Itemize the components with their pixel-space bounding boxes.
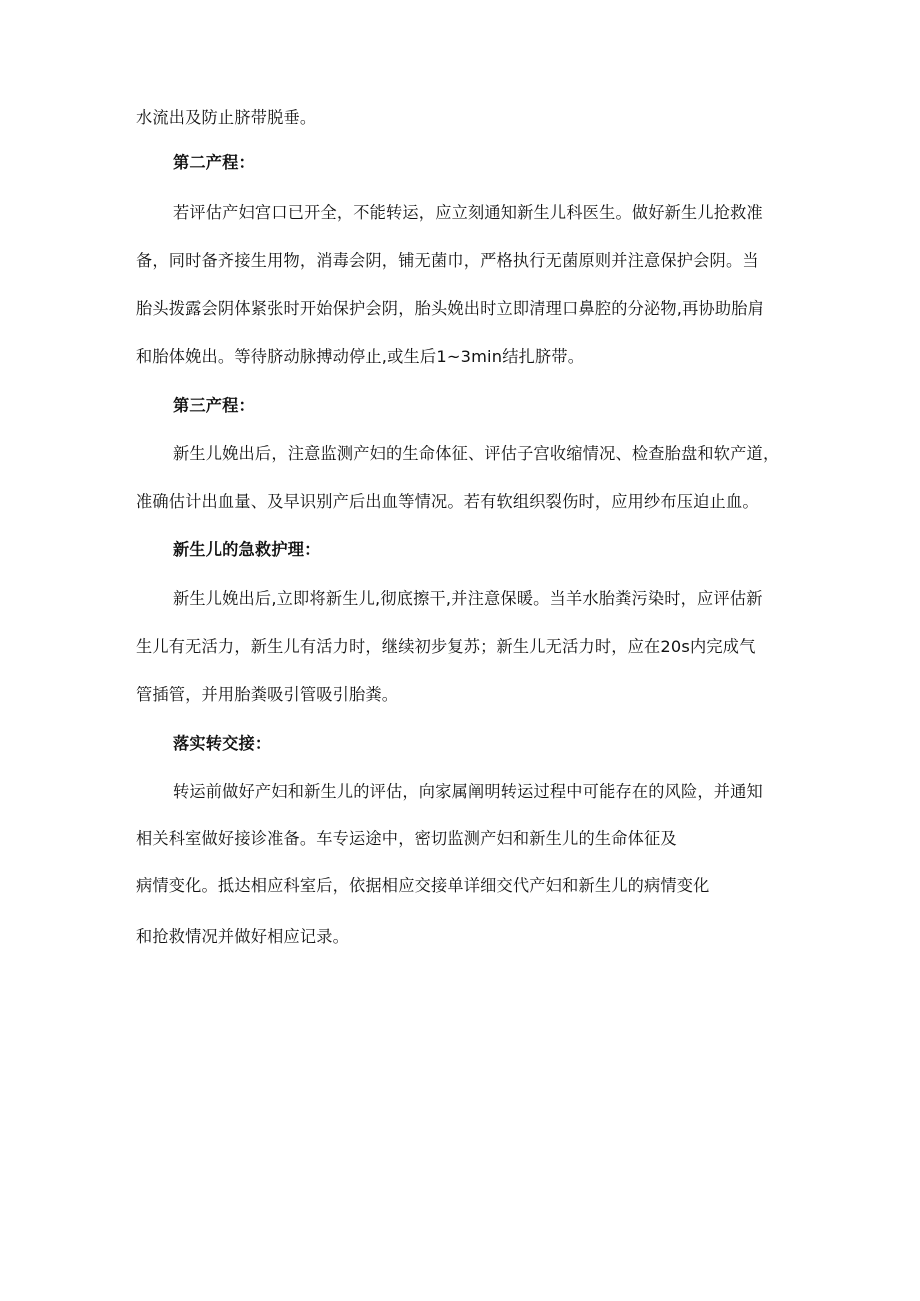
text-line: 备，同时备齐接生用物，消毒会阴，铺无菌巾，严格执行无菌原则并注意保护会阴。当 bbox=[136, 251, 759, 270]
text-line: 准确估计出血量、及早识别产后出血等情况。若有软组织裂伤时，应用纱布压迫止血。 bbox=[136, 492, 759, 511]
text-line: 胎头拨露会阴体紧张时开始保护会阴，胎头娩出时立即清理口鼻腔的分泌物,再协助胎肩 bbox=[136, 299, 765, 318]
text-line: 管插管，并用胎粪吸引管吸引胎粪。 bbox=[136, 685, 399, 704]
text-line: 新生儿娩出后，注意监测产妇的生命体征、评估子宫收缩情况、检查胎盘和软产道， bbox=[173, 444, 780, 463]
text-line: 新生儿娩出后,立即将新生儿,彻底擦干,并注意保暖。当羊水胎粪污染时，应评估新 bbox=[173, 589, 763, 608]
text-line: 生儿有无活力，新生儿有活力时，继续初步复苏；新生儿无活力时，应在20s内完成气 bbox=[136, 637, 756, 656]
section-heading-newborn-care: 新生儿的急救护理： bbox=[173, 540, 321, 559]
section-heading-handover: 落实转交接： bbox=[173, 734, 272, 753]
section-heading-second-stage: 第二产程： bbox=[173, 153, 255, 172]
text-line: 和胎体娩出。等待脐动脉搏动停止,或生后1~3min结扎脐带。 bbox=[136, 347, 585, 366]
text-line: 转运前做好产妇和新生儿的评估，向家属阐明转运过程中可能存在的风险，并通知 bbox=[173, 782, 763, 801]
text-line: 和抢救情况并做好相应记录。 bbox=[136, 927, 350, 946]
text-line: 病情变化。抵达相应科室后，依据相应交接单详细交代产妇和新生儿的病情变化 bbox=[136, 876, 710, 895]
text-line: 相关科室做好接诊准备。车专运途中，密切监测产妇和新生儿的生命体征及 bbox=[136, 829, 677, 848]
text-line: 水流出及防止脐带脱垂。 bbox=[136, 108, 317, 127]
section-heading-third-stage: 第三产程： bbox=[173, 396, 255, 415]
text-line: 若评估产妇宫口已开全，不能转运，应立刻通知新生儿科医生。做好新生儿抢救准 bbox=[173, 203, 763, 222]
